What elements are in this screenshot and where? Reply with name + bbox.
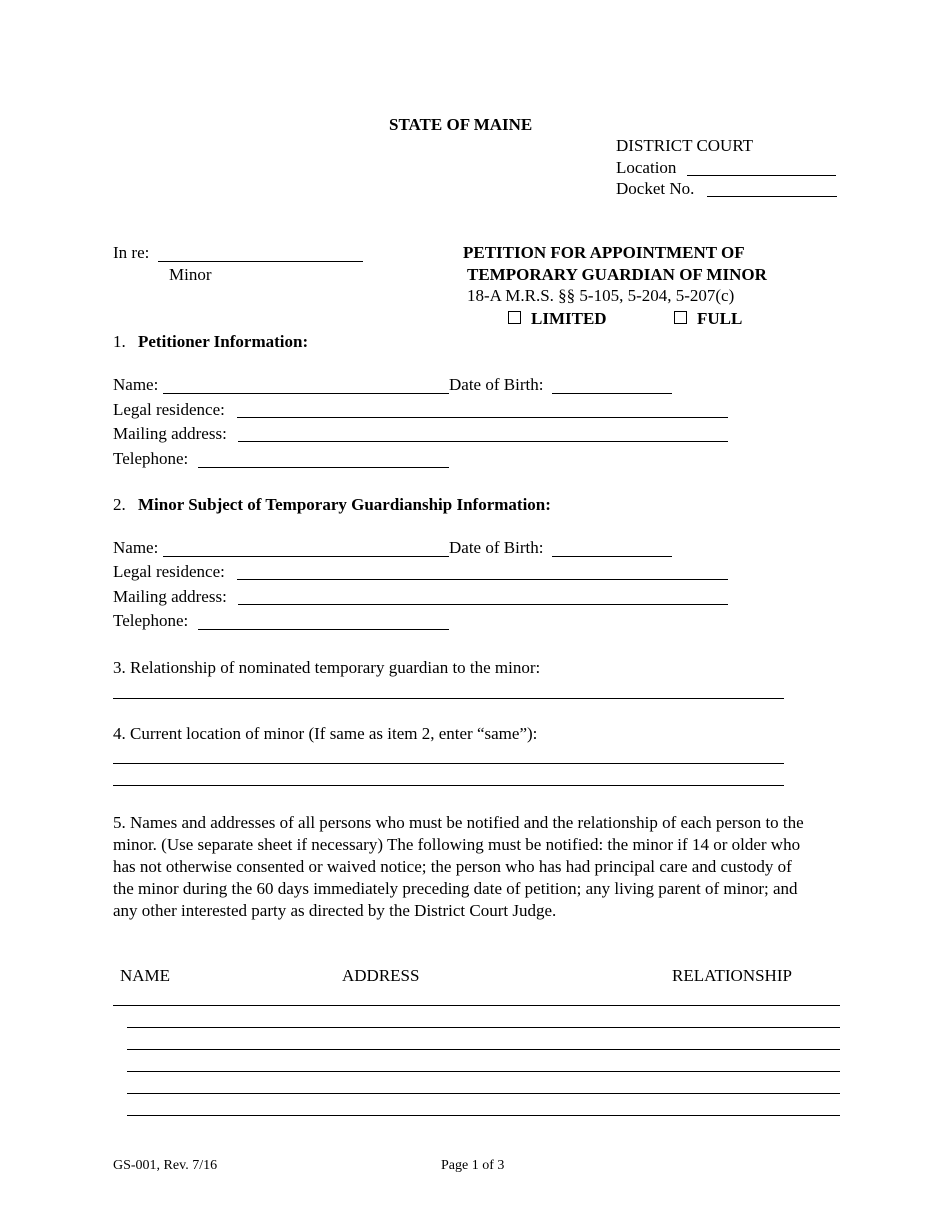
col-header-address: ADDRESS (342, 966, 420, 985)
section1-number: 1. (113, 332, 126, 351)
minor-name-field[interactable] (163, 556, 449, 557)
court-name: DISTRICT COURT (616, 136, 754, 155)
minor-legal-residence-field[interactable] (237, 579, 728, 580)
col-header-name: NAME (120, 966, 171, 985)
current-location-field-2[interactable] (113, 785, 784, 786)
section5-text: 5. Names and addresses of all persons who must be notified and the relationship of each person to the minor. (Use separate sheet if necessary) The following must be notified: the minor if 14 or older who has not otherwise consented or waived notice; the person who has had principal care and custody of the minor during the 60 days immediately preceding date of petition; any living parent of minor; and any other interested party as directed by the District Court Judge. (113, 813, 804, 920)
petitioner-telephone-field[interactable] (198, 467, 449, 468)
section2-title: Minor Subject of Temporary Guardianship Information: (138, 495, 551, 514)
minor-legal-residence-label: Legal residence: (113, 562, 225, 581)
location-label: Location (616, 158, 677, 177)
current-location-field-1[interactable] (113, 763, 784, 764)
petitioner-dob-field[interactable] (552, 393, 672, 394)
docket-label: Docket No. (616, 179, 695, 198)
minor-label: Minor (169, 265, 212, 284)
minor-name-label: Name: (113, 538, 159, 557)
limited-label: LIMITED (531, 309, 607, 328)
notify-row-5[interactable] (127, 1093, 840, 1094)
minor-mailing-address-field[interactable] (238, 604, 728, 605)
full-checkbox[interactable] (674, 311, 687, 324)
in-re-field[interactable] (158, 261, 363, 262)
minor-telephone-label: Telephone: (113, 611, 189, 630)
petitioner-name-label: Name: (113, 375, 159, 394)
petitioner-mailing-address-label: Mailing address: (113, 424, 227, 443)
col-header-relationship: RELATIONSHIP (672, 966, 792, 985)
relationship-field[interactable] (113, 698, 784, 699)
petitioner-dob-label: Date of Birth: (449, 375, 544, 394)
limited-checkbox[interactable] (508, 311, 521, 324)
location-field[interactable] (687, 175, 836, 176)
petitioner-telephone-label: Telephone: (113, 449, 189, 468)
minor-dob-field[interactable] (552, 556, 672, 557)
notify-row-2[interactable] (127, 1027, 840, 1028)
state-title: STATE OF MAINE (389, 115, 533, 134)
petitioner-name-field[interactable] (163, 393, 449, 394)
in-re-label: In re: (113, 243, 150, 262)
full-label: FULL (697, 309, 743, 328)
minor-telephone-field[interactable] (198, 629, 449, 630)
minor-dob-label: Date of Birth: (449, 538, 544, 557)
section1-title: Petitioner Information: (138, 332, 309, 351)
statute-citation: 18-A M.R.S. §§ 5-105, 5-204, 5-207(c) (467, 286, 735, 305)
petition-title-line1: PETITION FOR APPOINTMENT OF (463, 243, 745, 262)
notify-row-3[interactable] (127, 1049, 840, 1050)
page-number: Page 1 of 3 (441, 1158, 505, 1173)
notify-row-6[interactable] (127, 1115, 840, 1116)
petitioner-mailing-address-field[interactable] (238, 441, 728, 442)
notify-row-1[interactable] (113, 1005, 840, 1006)
section2-number: 2. (113, 495, 126, 514)
petitioner-legal-residence-label: Legal residence: (113, 400, 225, 419)
section3-text: 3. Relationship of nominated temporary guardian to the minor: (113, 658, 541, 677)
petition-title-line2: TEMPORARY GUARDIAN OF MINOR (467, 265, 767, 284)
form-id: GS-001, Rev. 7/16 (113, 1158, 218, 1173)
minor-mailing-address-label: Mailing address: (113, 587, 227, 606)
petitioner-legal-residence-field[interactable] (237, 417, 728, 418)
docket-field[interactable] (707, 196, 837, 197)
section4-text: 4. Current location of minor (If same as item 2, enter “same”): (113, 724, 538, 743)
notify-row-4[interactable] (127, 1071, 840, 1072)
